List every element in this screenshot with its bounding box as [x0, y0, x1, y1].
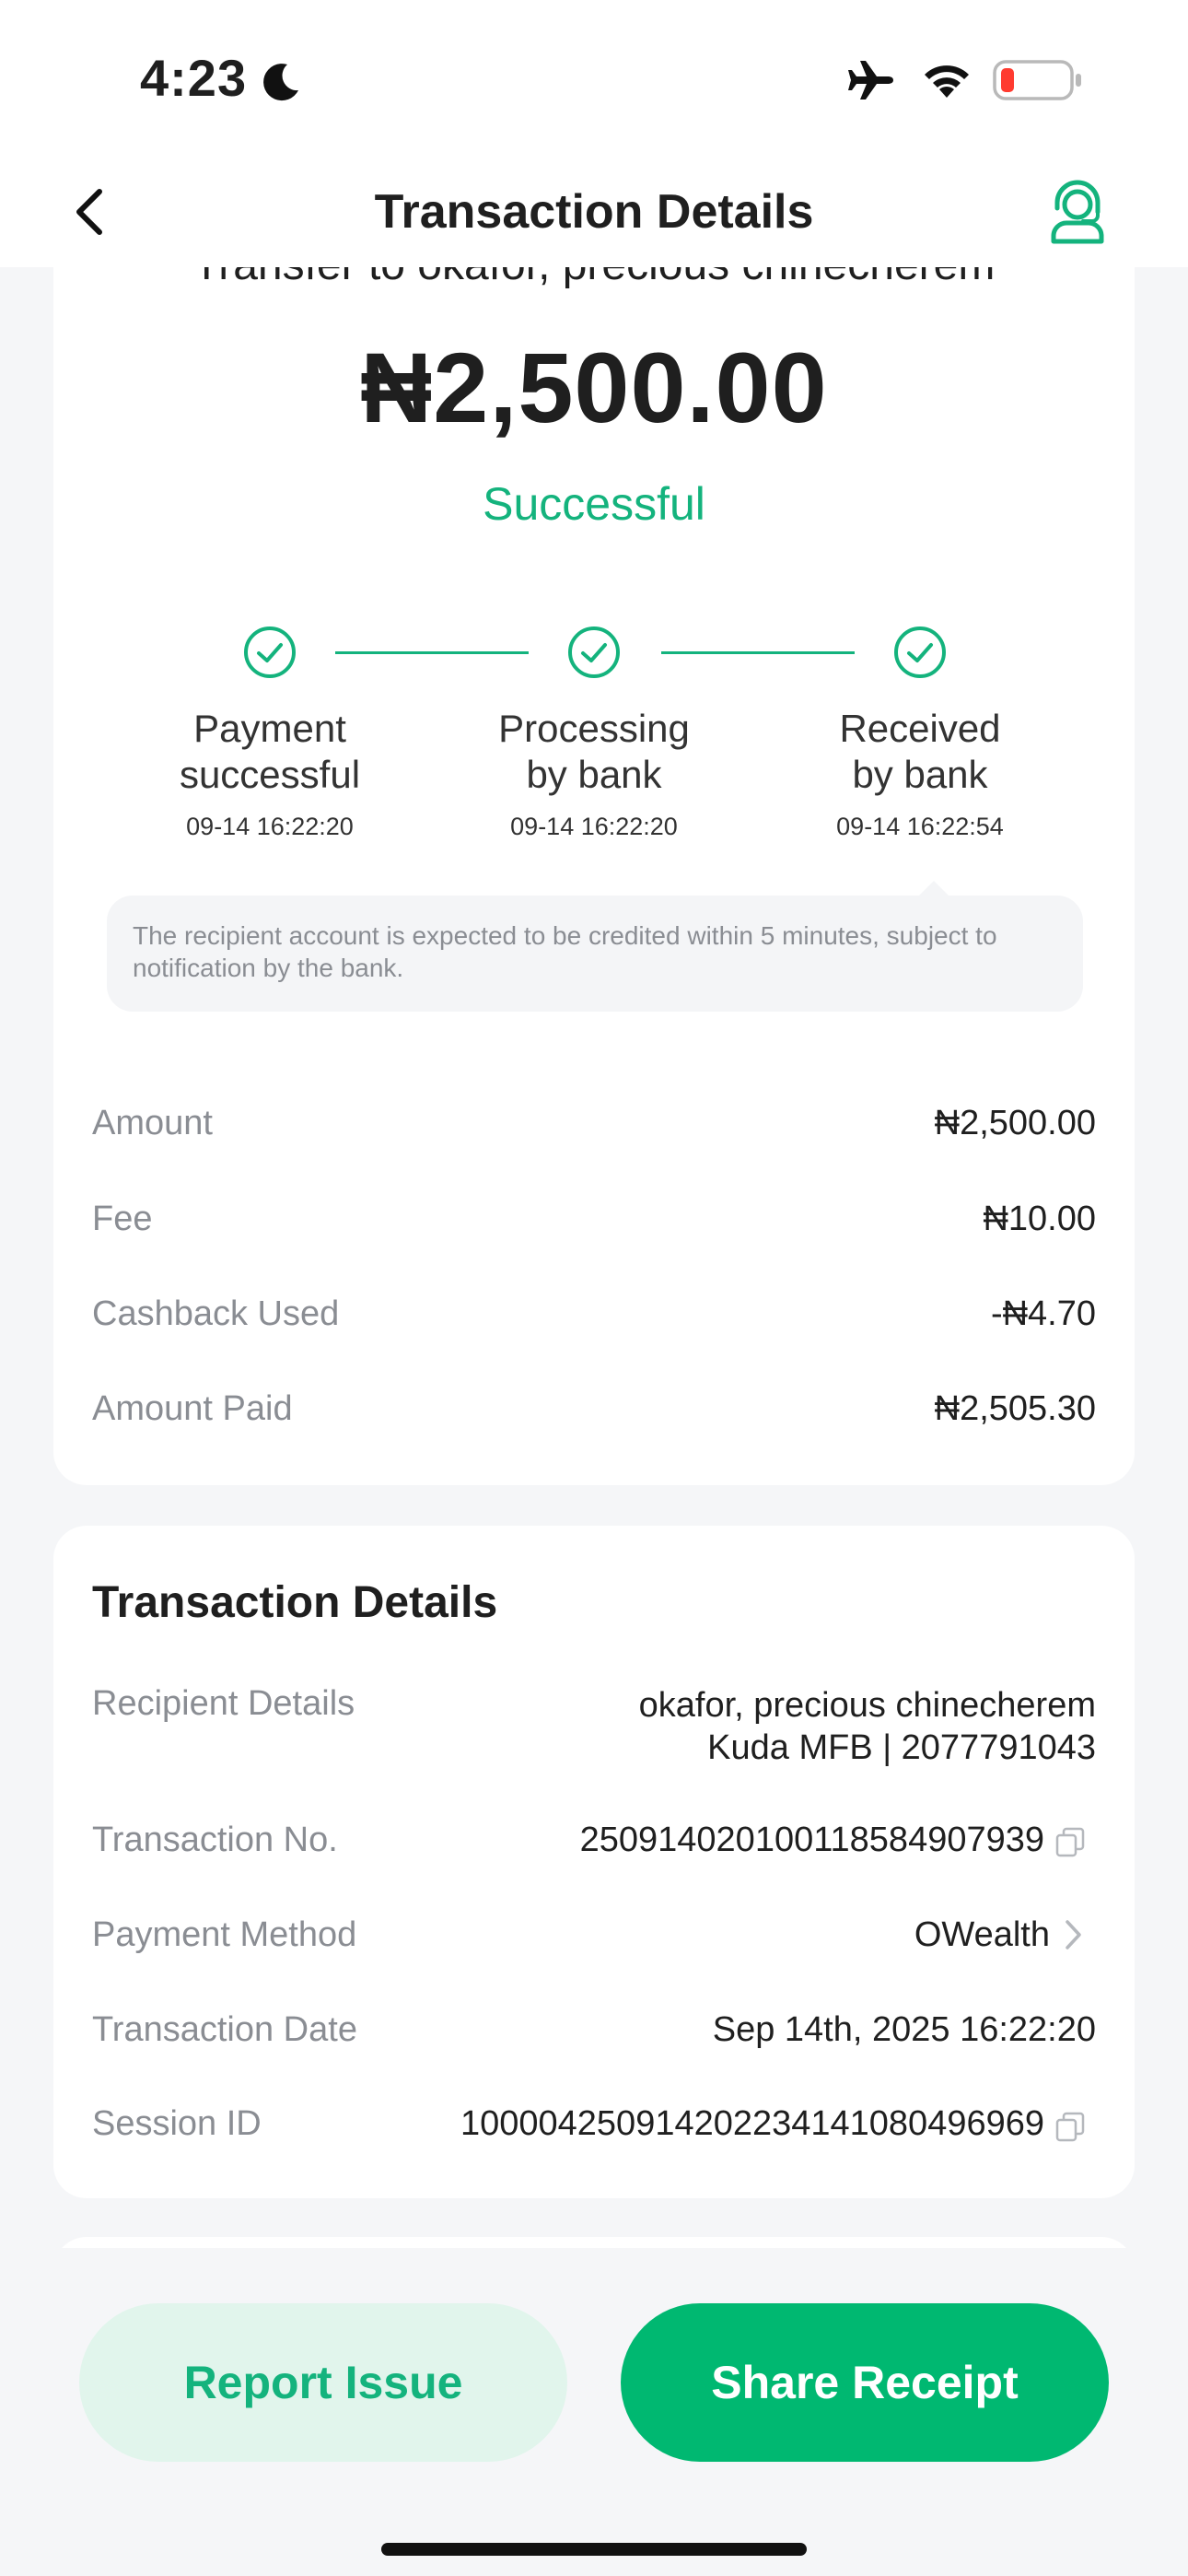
fee-label: Fee	[92, 1200, 153, 1238]
transaction-no-value: 250914020100118584907939	[579, 1821, 1044, 1859]
step-time-payment: 09-14 16:22:20	[186, 813, 354, 840]
customer-support-icon[interactable]	[1041, 175, 1114, 249]
nav-bar	[0, 157, 1188, 267]
step-label-processing: Processing by bank	[498, 707, 690, 796]
home-indicator[interactable]	[381, 2543, 807, 2556]
credit-notice: The recipient account is expected to be credited within 5 minutes, subject to notification by the bank.	[107, 896, 1083, 1012]
payment-method-value[interactable]: OWealth	[914, 1915, 1050, 1954]
bottom-action-bar	[0, 2248, 1188, 2576]
page-title: Transaction Details	[374, 185, 814, 239]
amount-value: ₦2,500.00	[934, 1104, 1096, 1142]
recipient-details-value	[639, 1684, 1096, 1769]
chevron-right-icon[interactable]	[1059, 1916, 1087, 1953]
session-id-value: 100004250914202234141080496969	[460, 2104, 1044, 2143]
transaction-date-value: Sep 14th, 2025 16:22:20	[712, 2010, 1096, 2049]
copy-icon[interactable]	[1054, 1826, 1087, 1859]
step-label-payment: Payment successful	[179, 707, 361, 796]
progress-line	[661, 651, 855, 654]
check-circle-icon	[567, 626, 621, 679]
status-time: 4:23	[140, 49, 248, 107]
session-id-label: Session ID	[92, 2104, 262, 2143]
recipient-details-label: Recipient Details	[92, 1684, 355, 1723]
battery-low-icon	[993, 57, 1083, 103]
airplane-icon	[845, 57, 897, 103]
progress-line	[335, 651, 529, 654]
wifi-icon	[919, 59, 974, 101]
check-circle-icon	[893, 626, 947, 679]
details-section-title: Transaction Details	[92, 1578, 498, 1627]
report-issue-button[interactable]: Report Issue	[79, 2303, 567, 2462]
amount-paid-value: ₦2,505.30	[934, 1389, 1096, 1428]
fee-value: ₦10.00	[983, 1200, 1096, 1238]
status-bar	[0, 0, 1188, 157]
transfer-amount: ₦2,500.00	[360, 332, 828, 443]
step-label-received: Received by bank	[839, 707, 1001, 796]
recipient-name: okafor, precious chinecherem	[638, 1686, 1096, 1725]
share-receipt-button[interactable]: Share Receipt	[621, 2303, 1109, 2462]
moon-icon	[260, 61, 302, 103]
copy-icon[interactable]	[1054, 2111, 1087, 2144]
transaction-summary-card	[53, 138, 1135, 1485]
amount-label: Amount	[92, 1104, 213, 1142]
transaction-date-label: Transaction Date	[92, 2010, 357, 2049]
step-time-processing: 09-14 16:22:20	[510, 813, 678, 840]
amount-paid-label: Amount Paid	[92, 1389, 293, 1428]
cashback-label: Cashback Used	[92, 1294, 340, 1333]
payment-method-label: Payment Method	[92, 1915, 357, 1954]
transaction-details-card	[53, 1526, 1135, 2198]
transaction-no-label: Transaction No.	[92, 1821, 338, 1859]
recipient-bank: Kuda MFB | 2077791043	[707, 1728, 1096, 1767]
transfer-status: Successful	[483, 478, 705, 530]
cashback-value: -₦4.70	[990, 1294, 1096, 1333]
check-circle-icon	[243, 626, 297, 679]
step-time-received: 09-14 16:22:54	[836, 813, 1004, 840]
